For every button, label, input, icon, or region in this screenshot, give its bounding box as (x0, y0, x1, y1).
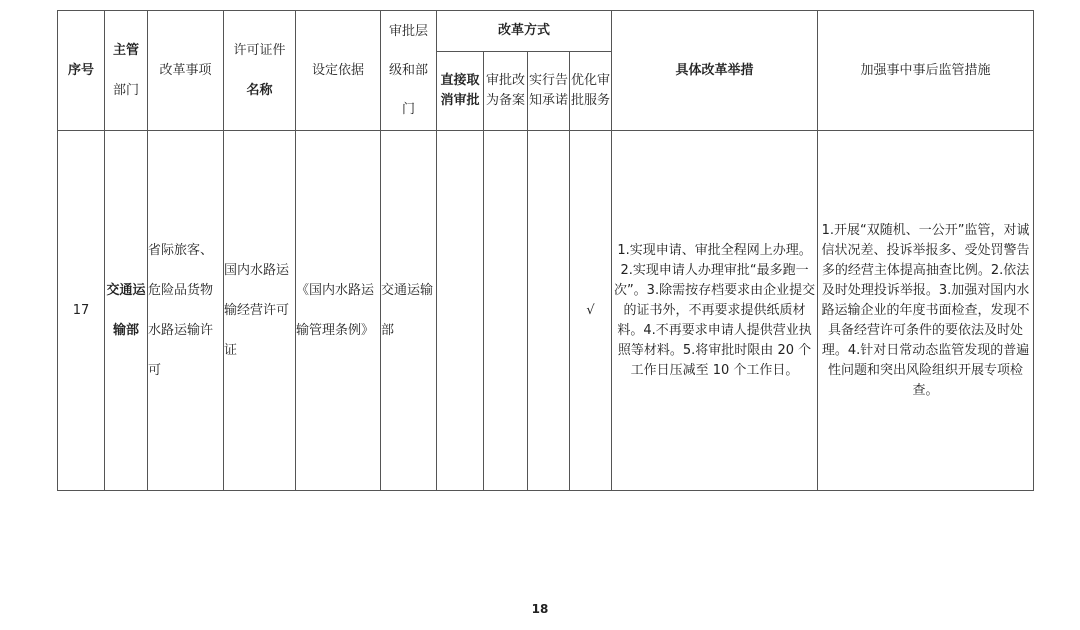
cell-license-text: 国内水路运输经营许可证 (224, 262, 290, 358)
cell-method-optimize-check: √ (570, 131, 612, 491)
cell-method-notify (528, 131, 570, 491)
header-row-1 (58, 11, 1034, 52)
cell-basis (296, 131, 381, 491)
header-method-record: 审批改为备案 (484, 52, 528, 131)
cell-dept: 交通运输部 (105, 131, 148, 491)
header-supervision: 加强事中事后监管措施 (818, 11, 1034, 131)
cell-seq: 17 (58, 131, 105, 491)
cell-measures: 1.实现申请、审批全程网上办理。2.实现申请人办理审批“最多跑一次”。3.除需按存档要求由企业提交的证书外，不再要求提供纸质材料。4.不再要求申请人提供营业执照等材料。5.将审批时限由 20 个工作日压减至 10 个工作日。 (612, 131, 818, 491)
cell-supervision: 1.开展“双随机、一公开”监管，对诚信状况差、投诉举报多、受处罚警告多的经营主体提高抽查比例。2.依法及时处理投诉举报。3.加强对国内水路运输企业的年度书面检查，发现不具备经营许可条件的要依法及时处理。4.针对日常动态监管发现的普遍性问题和突出风险组织开展专项检查。 (818, 131, 1034, 491)
header-level-line2: 级和部 (388, 62, 428, 78)
header-method-optimize: 优化审批服务 (570, 52, 612, 131)
header-basis: 设定依据 (296, 11, 381, 131)
header-level-line3: 门 (401, 101, 415, 117)
header-measures: 具体改革举措 (612, 11, 818, 131)
header-dept-bottom: 部门 (112, 82, 139, 98)
header-reform-method: 改革方式 (437, 11, 612, 52)
cell-item-text: 省际旅客、危险品货物水路运输许可 (148, 242, 214, 378)
header-license-top: 许可证件 (233, 42, 286, 58)
cell-method-record (484, 131, 528, 491)
header-item: 改革事项 (148, 11, 224, 131)
cell-item (148, 131, 224, 491)
header-license (224, 11, 296, 131)
header-level-line1: 审批层 (388, 23, 428, 39)
header-dept-top: 主管 (112, 42, 139, 58)
page-number: 18 (531, 602, 549, 616)
cell-method-cancel (437, 131, 484, 491)
header-method-notify: 实行告知承诺 (528, 52, 570, 131)
cell-level (381, 131, 437, 491)
header-seq: 序号 (58, 11, 105, 131)
header-method-cancel: 直接取消审批 (437, 52, 484, 131)
header-dept (105, 11, 148, 131)
header-level (381, 11, 437, 131)
reform-table (57, 10, 1034, 491)
cell-basis-text: 《国内水路运输管理条例》 (296, 282, 375, 338)
cell-license (224, 131, 296, 491)
header-license-bottom: 名称 (246, 82, 273, 98)
table-row (58, 131, 1034, 491)
cell-level-text: 交通运输部 (381, 282, 434, 338)
